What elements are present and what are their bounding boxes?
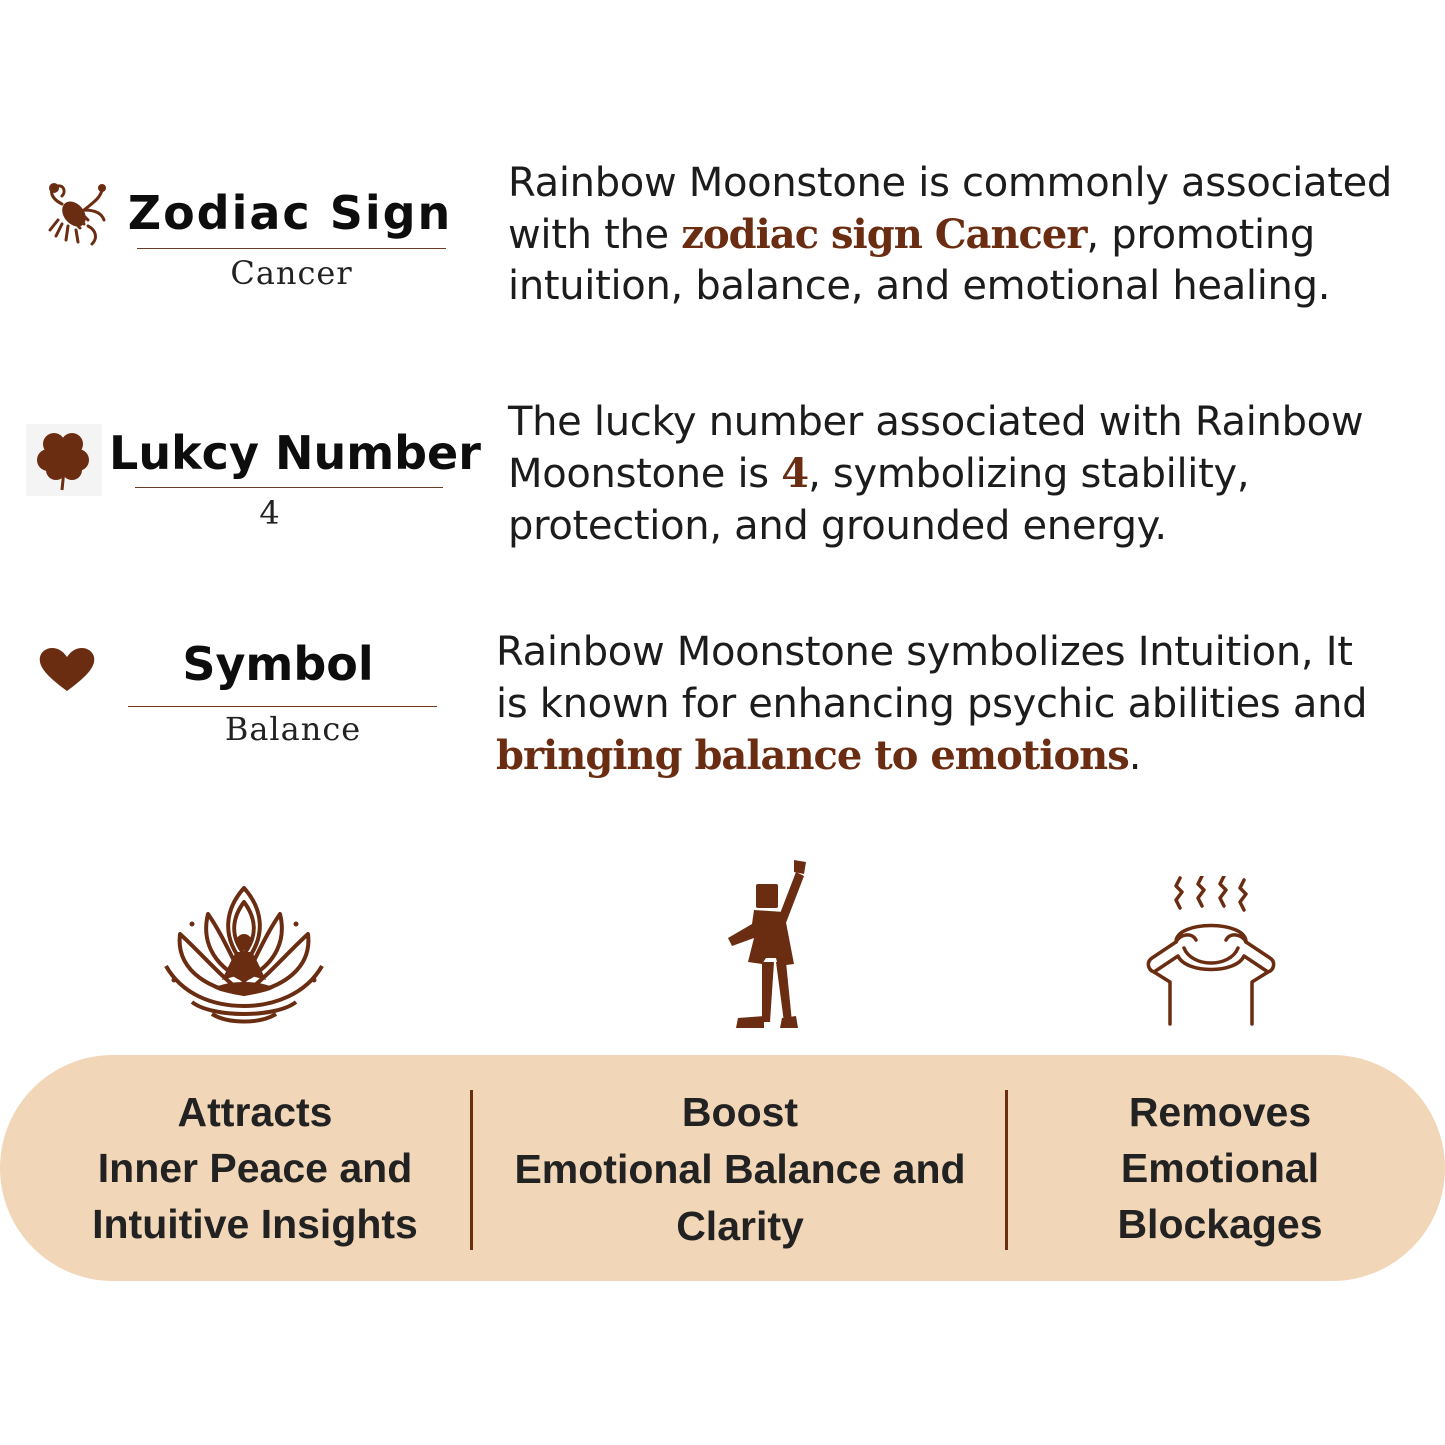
symbol-value: Balance — [224, 710, 362, 748]
benefit-divider-1 — [470, 1090, 473, 1250]
symbol-rule — [128, 706, 437, 707]
lotus-meditation-icon — [162, 884, 327, 1026]
zodiac-highlight: zodiac sign Cancer — [681, 211, 1087, 258]
benefit-emotional-balance: Boost Emotional Balance and Clarity — [514, 1089, 966, 1249]
symbol-highlight: bringing balance to emotions — [496, 732, 1129, 779]
zodiac-value: Cancer — [230, 254, 353, 292]
symbol-description: Rainbow Moonstone symbolizes Intuition, It is known for enhancing psychic abilities and bringing balance to emotions. — [496, 629, 1368, 779]
benefit-inner-peace: Attracts Inner Peace and Intuitive Insights — [92, 1089, 418, 1247]
scorpion-icon — [40, 180, 108, 250]
benefit-divider-2 — [1005, 1090, 1008, 1250]
clover-icon — [26, 424, 102, 496]
symbol-title: Symbol — [182, 637, 374, 691]
zodiac-title: Zodiac Sign — [127, 186, 453, 240]
lucky-rule — [135, 487, 443, 488]
zodiac-description: Rainbow Moonstone is commonly associated with the zodiac sign Cancer, promoting intuition, balance, and emotional healing. — [508, 160, 1393, 309]
raised-fist-person-icon — [722, 858, 814, 1030]
lucky-value: 4 — [259, 494, 281, 532]
lucky-title: Lukcy Number — [109, 426, 481, 480]
stressed-head-icon — [1144, 876, 1278, 1026]
benefit-removes-blockages: Removes Emotional Blockages — [1117, 1089, 1323, 1247]
lucky-highlight: 4 — [781, 450, 809, 497]
lucky-description: The lucky number associated with Rainbow Moonstone is 4, symbolizing stability, protection, and grounded energy. — [508, 399, 1364, 549]
heart-icon — [38, 645, 96, 693]
zodiac-rule — [137, 248, 446, 249]
